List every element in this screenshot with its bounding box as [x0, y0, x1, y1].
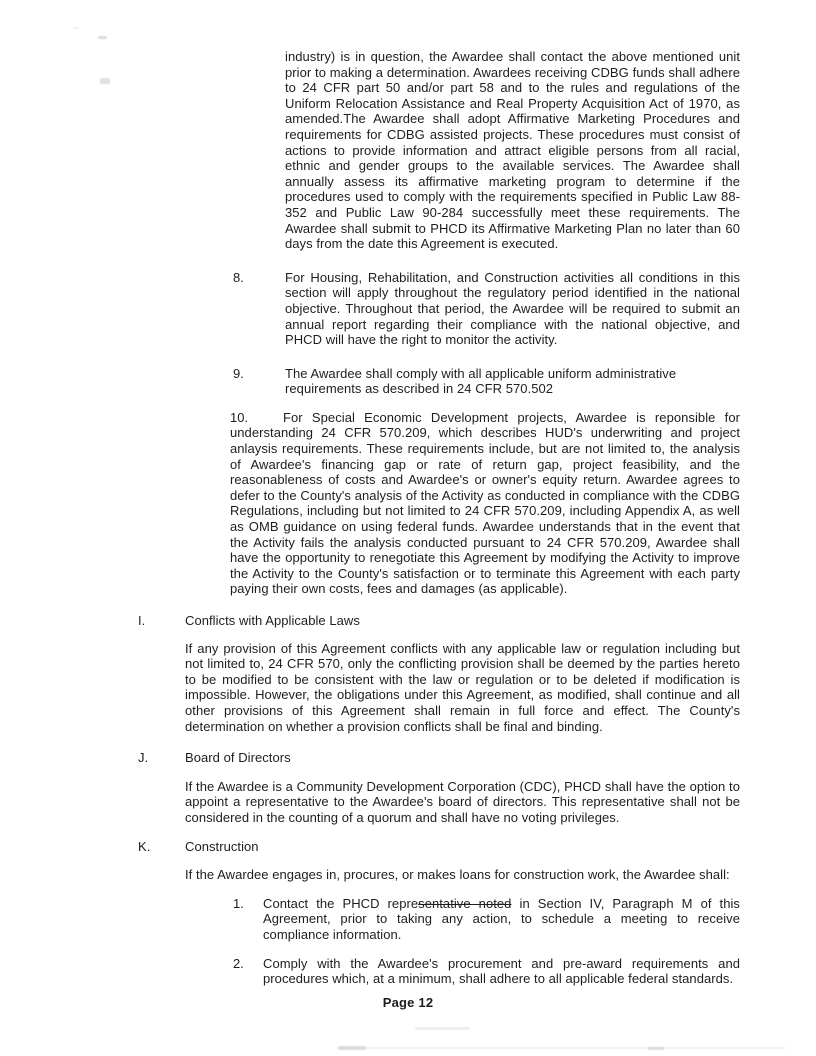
section-letter: J. — [138, 750, 149, 766]
section-letter: I. — [138, 613, 146, 628]
scan-smudge — [415, 1027, 470, 1030]
numbered-item-10 — [230, 410, 740, 597]
item-number: 10. — [230, 409, 249, 425]
section-title: Board of Directors — [185, 750, 291, 766]
section-heading-I — [138, 613, 740, 629]
scan-smudge — [648, 1047, 664, 1050]
numbered-item-8 — [233, 270, 740, 348]
item-text-post: in Section IV, Paragraph M of this Agreement, prior to taking any action, to schedule a meeting to receive compliance information. — [263, 895, 740, 942]
section-J-body: If the Awardee is a Community Development Corporation (CDC), PHCD shall have the option to appoint a representative to the Awardee's board of directors. This representative shall not be considered in the counting of a quorum and shall have no voting privileges. — [185, 778, 740, 825]
section-heading-K — [138, 839, 740, 855]
item-text: For Special Economic Development projects, Awardee is reponsible for understanding 24 CFR 570.209, which describes HUD's underwriting and project anlaysis requirements. These requirements include, but are not limited to, the analysis of Awardee's financing gap or rate of return gap, project feasibility, and the reasonableness of costs and Awardee's or owner's equity return. Awardee agrees to defer to the County's analysis of the Activity as conducted in compliance with the CDBG Regulations, including but not limited to 24 CFR 570.209, including Appendix A, as well as OMB guidance on using federal funds. Awardee understands that in the event that the Activity fails the analysis conducted pursuant to 24 CFR 570.209, Awardee shall have the opportunity to renegotiate this Agreement by modifying the Activity to improve the Activity to the County's satisfaction or to terminate this Agreement with each party paying their own costs, fees and damages (as applicable). — [230, 409, 740, 597]
section-title: Construction — [185, 838, 259, 854]
scan-smudge — [73, 27, 79, 29]
item-number: 9. — [233, 365, 244, 381]
scan-smudge — [366, 1047, 786, 1049]
item-text: For Housing, Rehabilitation, and Construction activities all conditions in this section will apply throughout the regulatory period identified in the national objective. Throughout that period, the Awardee will be required to submit an annual report regarding their compliance with the national objective, and PHCD will have the right to monitor the activity. — [285, 269, 740, 348]
paragraph-continuation: industry) is in question, the Awardee shall contact the above mentioned unit prior to making a determination. Awardees receiving CDBG funds shall adhere to 24 CFR part 50 and/or part 58 and to the rules and regulations of the Uniform Relocation Assistance and Real Property Acquisition Act of 1970, as amended.The Awardee shall adopt Affirmative Marketing Procedures and requirements for CDBG assisted projects. These procedures must consist of actions to provide information and attract eligible persons from all racial, ethnic and gender groups to the available services. The Awardee shall annually assess its affirmative marketing program to determine if the procedures used to comply with the requirements specified in Public Law 88-352 and Public Law 90-284 successfully meet these requirements. The Awardee shall submit to PHCD its Affirmative Marketing Plan no later than 60 days from the date this Agreement is executed. — [285, 49, 740, 252]
numbered-item-9 — [233, 366, 740, 397]
section-I-body: If any provision of this Agreement conflicts with any applicable law or regulation including but not limited to, 24 CFR 570, only the conflicting provision shall be deemed by the parties hereto to be modified to be consistent with the law or regulation or to be deleted if modification is impossible. However, the obligations under this Agreement, as modified, shall continue and all other provisions of this Agreement shall remain in full force and effect. The County's determination on whether a provision conflicts shall be final and binding. — [185, 640, 740, 734]
item-text-pre: Contact the PHCD repre — [263, 895, 419, 911]
item-text-struck: sentative noted — [418, 895, 512, 911]
section-heading-J — [138, 750, 740, 766]
item-text: Comply with the Awardee's procurement and pre-award requirements and procedures which, at a minimum, shall adhere to all applicable federal standards. — [263, 955, 740, 987]
section-K-intro: If the Awardee engages in, procures, or makes loans for construction work, the Awardee shall: — [185, 867, 730, 883]
construction-item-2 — [233, 956, 740, 987]
section-title: Conflicts with Applicable Laws — [185, 613, 360, 628]
section-letter: K. — [138, 838, 151, 854]
item-number: 2. — [233, 955, 244, 971]
scan-smudge — [338, 1046, 366, 1050]
page-number: Page 12 — [382, 995, 434, 1010]
scan-smudge — [98, 36, 107, 39]
item-text: The Awardee shall comply with all applicable uniform administrative requirements as described in 24 CFR 570.502 — [285, 365, 677, 397]
item-number: 8. — [233, 269, 244, 285]
item-text — [263, 896, 740, 943]
document-body — [0, 49, 740, 987]
construction-item-1 — [233, 896, 740, 943]
item-number: 1. — [233, 895, 244, 911]
